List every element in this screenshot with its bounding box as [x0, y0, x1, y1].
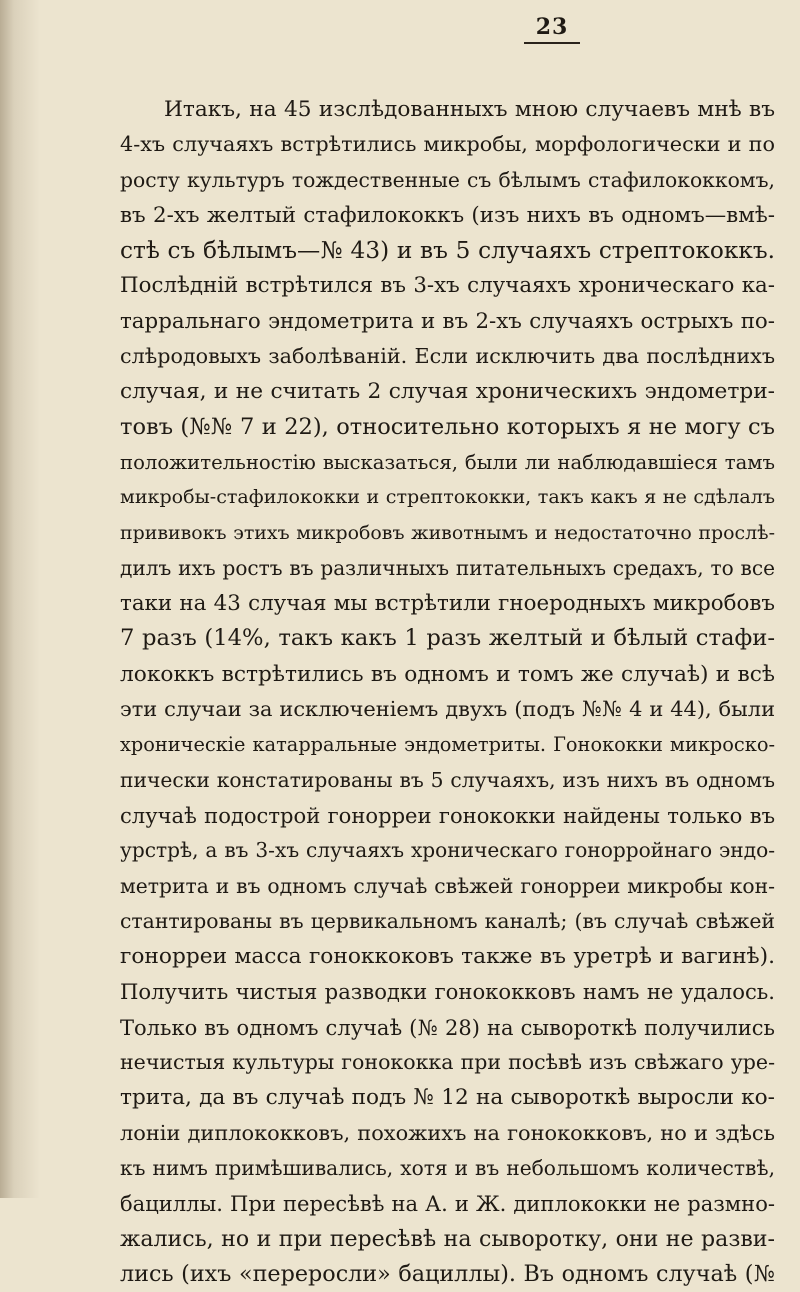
text-line: 7 разъ (14%, такъ какъ 1 разъ желтый и бѣлый стафи-	[120, 625, 775, 652]
text-line: пически констатированы въ 5 случаяхъ, изъ нихъ въ одномъ	[120, 767, 775, 792]
text-line: бациллы. При пересѣвѣ на А. и Ж. диплококки не размно-	[120, 1191, 775, 1217]
text-line: случаѣ подострой гонорреи гонококки найдены только въ	[120, 802, 775, 828]
text-line: положительностію высказаться, были ли наблюдавшіеся тамъ	[120, 450, 775, 474]
text-line: слѣродовыхъ заболѣваній. Если исключить два послѣднихъ	[120, 344, 775, 369]
text-line: трита, да въ случаѣ подъ № 12 на сывороткѣ выросли ко-	[120, 1085, 775, 1111]
page-number: 23	[535, 14, 569, 40]
text-line: лоніи диплококковъ, похожихъ на гонококковъ, но и здѣсь	[120, 1120, 775, 1145]
text-line: таки на 43 случая мы встрѣтили гноеродныхъ микробовъ	[120, 591, 775, 617]
text-line: хроническіе катарральные эндометриты. Гонококки микроско-	[120, 733, 775, 757]
text-line: случая, и не считать 2 случая хроническихъ эндометри-	[120, 379, 775, 405]
text-line: урстрѣ, а въ 3-хъ случаяхъ хроническаго гонорройнаго эндо-	[120, 838, 775, 863]
page-number-rule	[524, 42, 580, 44]
body-text	[120, 92, 775, 1292]
text-line: эти случаи за исключеніемъ двухъ (подъ №№ 4 и 44), были	[120, 697, 775, 722]
text-line: дилъ ихъ ростъ въ различныхъ питательныхъ средахъ, то все	[120, 555, 775, 580]
text-line: нечистыя культуры гонококка при посѣвѣ изъ свѣжаго уре-	[120, 1050, 775, 1075]
text-line: къ нимъ примѣшивались, хотя и въ небольшомъ количествѣ,	[120, 1155, 775, 1180]
text-line: Только въ одномъ случаѣ (№ 28) на сывороткѣ получились	[120, 1014, 775, 1040]
text-line: въ 2-хъ желтый стафилококкъ (изъ нихъ въ одномъ—вмѣ-	[120, 202, 775, 228]
text-line: лись (ихъ «переросли» бациллы). Въ одномъ случаѣ (№	[120, 1260, 775, 1287]
text-line: 4-хъ случаяхъ встрѣтились микробы, морфологически и по	[120, 132, 775, 157]
text-line: лококкъ встрѣтились въ одномъ и томъ же случаѣ) и всѣ	[120, 661, 775, 687]
text-line: метрита и въ одномъ случаѣ свѣжей гонорреи микробы кон-	[120, 873, 775, 898]
text-line: росту культуръ тождественные съ бѣлымъ стафилококкомъ,	[120, 167, 775, 192]
text-line: микробы-стафилококки и стрептококки, такъ какъ я не сдѣлалъ	[120, 486, 775, 509]
text-line: прививокъ этихъ микробовъ животнымъ и недостаточно прослѣ-	[120, 521, 775, 544]
text-line: стантированы въ цервикальномъ каналѣ; (въ случаѣ свѣжей	[120, 908, 775, 933]
text-line: Итакъ, на 45 изслѣдованныхъ мною случаевъ мнѣ въ	[164, 97, 775, 122]
text-line: стѣ съ бѣлымъ—№ 43) и въ 5 случаяхъ стрептококкъ.	[120, 237, 775, 265]
text-line: Получить чистыя разводки гонококковъ намъ не удалось.	[120, 979, 775, 1005]
text-line: Послѣдній встрѣтился въ 3-хъ случаяхъ хроническаго ка-	[120, 273, 775, 299]
text-line: тарральнаго эндометрита и въ 2-хъ случаяхъ острыхъ по-	[120, 308, 775, 334]
text-line: жались, но и при пересѣвѣ на сыворотку, они не разви-	[120, 1225, 775, 1252]
text-line: гонорреи масса гоноккоковъ также въ уретрѣ и вагинѣ).	[120, 944, 775, 970]
text-line: товъ (№№ 7 и 22), относительно которыхъ я не могу съ	[120, 413, 775, 440]
